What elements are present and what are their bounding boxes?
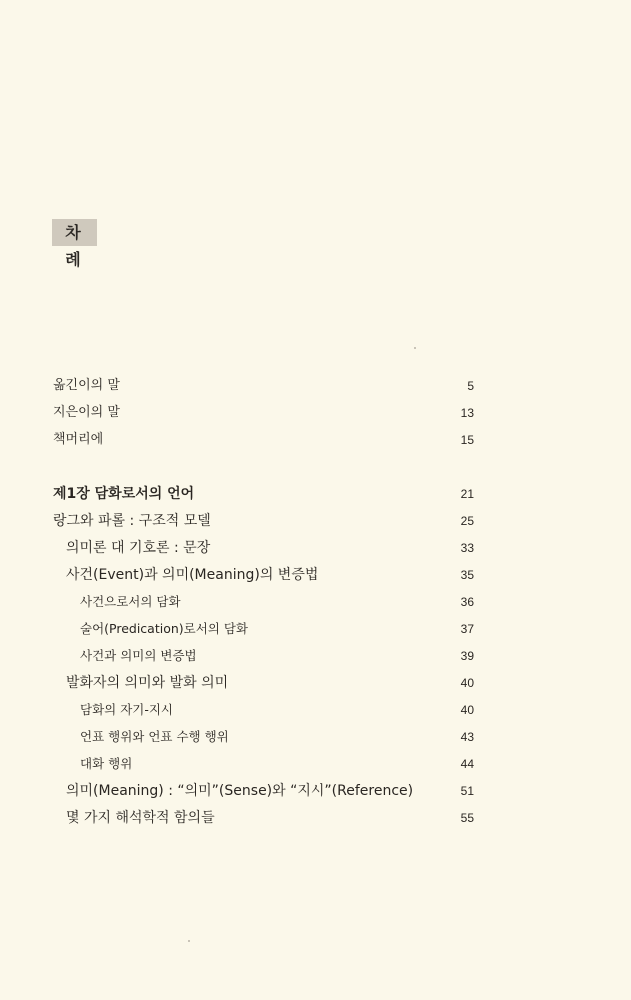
toc-entry-title: 의미론 대 기호론 : 문장: [66, 540, 211, 556]
toc-entry-chapter: [0, 484, 631, 504]
toc-entry-title: 제1장 담화로서의 언어: [53, 486, 195, 502]
toc-entry-page: 36: [460, 595, 474, 609]
toc-entry-title: 대화 행위: [80, 756, 133, 771]
toc-entry: [0, 727, 631, 747]
toc-entry-title: 사건으로서의 담화: [80, 594, 181, 609]
toc-entry-title: 언표 행위와 언표 수행 행위: [80, 729, 229, 744]
toc-entry-page: 15: [460, 433, 474, 447]
paper-speck: [414, 347, 416, 349]
toc-entry-title: 의미(Meaning) : “의미”(Sense)와 “지시”(Reference): [66, 783, 414, 799]
toc-entry-page: 13: [460, 406, 474, 420]
toc-entry: [0, 538, 631, 558]
toc-entry: [0, 673, 631, 693]
toc-entry-page: 5: [467, 379, 474, 393]
toc-entry-title: 사건(Event)과 의미(Meaning)의 변증법: [66, 567, 319, 583]
toc-entry: [0, 808, 631, 828]
toc-entry-page: 35: [460, 568, 474, 582]
toc-entry-title: 술어(Predication)로서의 담화: [80, 621, 249, 636]
page-heading: 차 례: [52, 219, 97, 246]
toc-entry: [0, 646, 631, 666]
toc-entry-page: 40: [460, 676, 474, 690]
toc-entry: [0, 754, 631, 774]
toc-entry-title: 사건과 의미의 변증법: [80, 648, 197, 663]
toc-entry-page: 55: [460, 811, 474, 825]
toc-entry-page: 37: [460, 622, 474, 636]
toc-entry-page: 21: [460, 487, 474, 501]
toc-entry-title: 지은이의 말: [53, 405, 120, 420]
toc-entry: [0, 565, 631, 585]
toc-entry-title: 책머리에: [53, 432, 104, 447]
toc-entry-page: 43: [460, 730, 474, 744]
toc-entry-title: 담화의 자기-지시: [80, 702, 174, 717]
toc-entry: [0, 781, 631, 801]
toc-entry-title: 발화자의 의미와 발화 의미: [66, 675, 229, 691]
toc-entry: [0, 430, 631, 450]
toc-entry-page: 39: [460, 649, 474, 663]
toc-entry-page: 44: [460, 757, 474, 771]
toc-entry-page: 25: [460, 514, 474, 528]
toc-entry: [0, 700, 631, 720]
toc-entry-title: 랑그와 파롤 : 구조적 모델: [53, 513, 211, 529]
toc-entry-title: 옮긴이의 말: [53, 378, 120, 393]
toc-entry: [0, 511, 631, 531]
toc-entry: [0, 619, 631, 639]
toc-entry-page: 51: [460, 784, 474, 798]
toc-entry: [0, 403, 631, 423]
paper-speck: [188, 940, 190, 942]
toc-entry: [0, 592, 631, 612]
toc-entry: [0, 376, 631, 396]
toc-entry-page: 33: [460, 541, 474, 555]
toc-entry-page: 40: [460, 703, 474, 717]
toc-entry-title: 몇 가지 해석학적 함의들: [66, 810, 215, 826]
